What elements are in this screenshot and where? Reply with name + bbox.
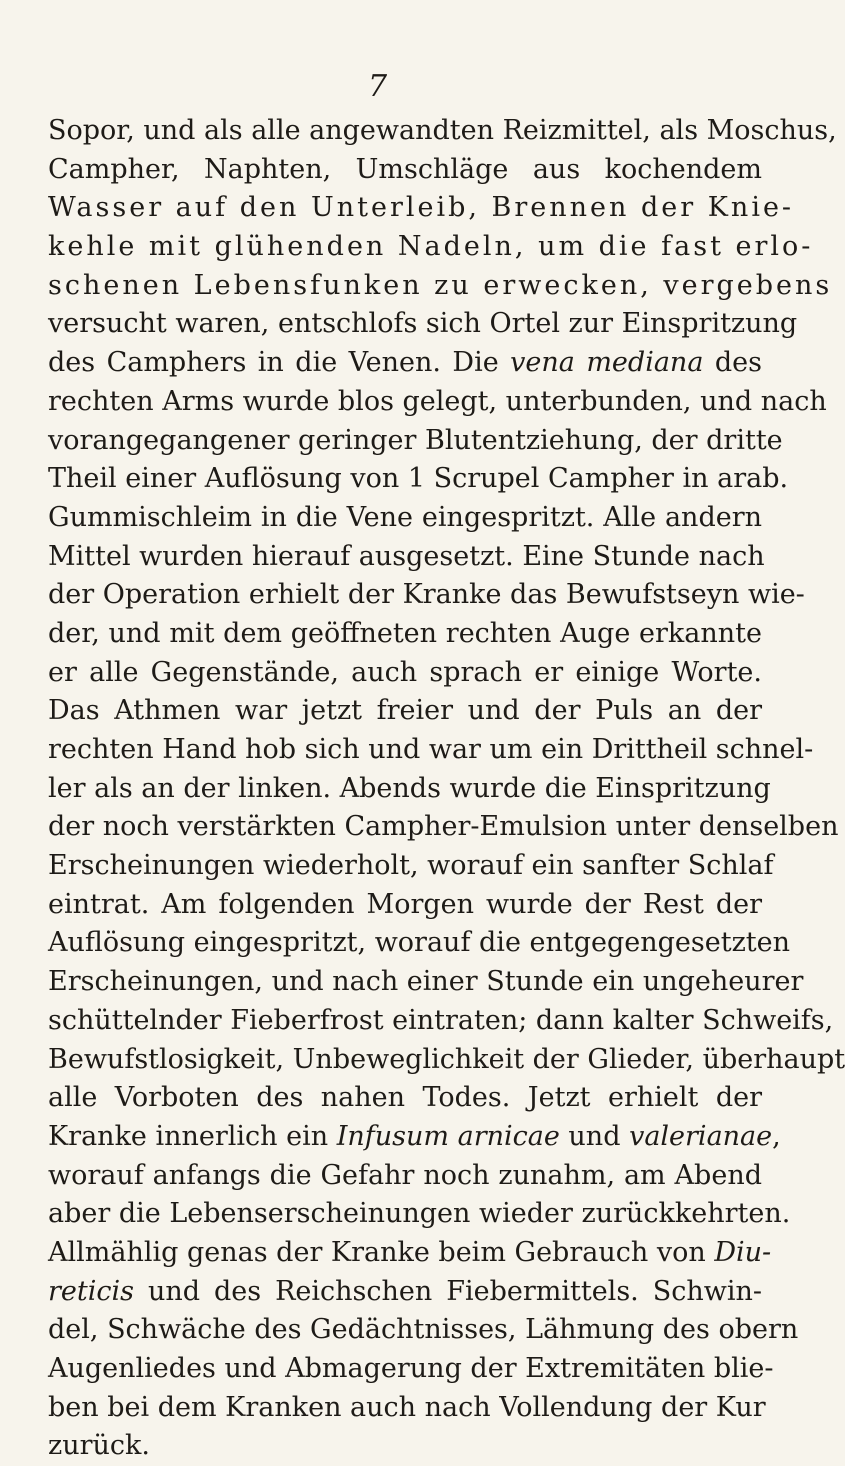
- text-line: schenen Lebensfunken zu erwecken, vergebens: [48, 269, 833, 301]
- text-line: der Operation erhielt der Kranke das Bewufstseyn wie-: [48, 579, 805, 611]
- text-line: Augenliedes und Abmagerung der Extremitäten blie-: [48, 1353, 774, 1384]
- italic-phrase: Diu-: [714, 1236, 772, 1268]
- text-line: schüttelnder Fieberfrost eintraten; dann kalter Schweifs,: [48, 1004, 834, 1036]
- text-line: eintrat. Am folgenden Morgen wurde der Rest der: [48, 888, 762, 920]
- text-line: Kranke innerlich ein Infusum arnicae und valerianae,: [48, 1120, 781, 1152]
- text-line: ben bei dem Kranken auch nach Vollendung der Kur: [48, 1391, 766, 1423]
- italic-phrase: reticis: [48, 1275, 134, 1307]
- text-line: Theil einer Auflösung von 1 Scrupel Campher in arab.: [48, 463, 789, 495]
- text-line: der noch verstärkten Campher-Emulsion unter denselben: [48, 811, 839, 843]
- text-line: versucht waren, entschlofs sich Ortel zur Einspritzung: [48, 308, 798, 340]
- italic-phrase: vena mediana: [510, 347, 704, 379]
- page-number: 7: [368, 69, 388, 104]
- italic-phrase: Infusum arnicae: [336, 1120, 560, 1152]
- text-line: Erscheinungen wiederholt, worauf ein sanfter Schlaf: [48, 850, 774, 882]
- text-line: ler als an der linken. Abends wurde die Einspritzung: [48, 772, 771, 804]
- text-line: Bewufstlosigkeit, Unbeweglichkeit der Glieder, überhaupt: [48, 1043, 845, 1075]
- text-line: worauf anfangs die Gefahr noch zunahm, am Abend: [48, 1159, 762, 1191]
- text-line: er alle Gegenstände, auch sprach er einige Worte.: [48, 656, 762, 688]
- text-line: del, Schwäche des Gedächtnisses, Lähmung des obern: [48, 1314, 799, 1346]
- text-line: vorangegangener geringer Blutentziehung, der dritte: [48, 424, 783, 456]
- text-line: Mittel wurden hierauf ausgesetzt. Eine Stunde nach: [48, 540, 765, 572]
- text-line: Das Athmen war jetzt freier und der Puls an der: [48, 695, 762, 727]
- text-line: Allmählig genas der Kranke beim Gebrauch von Diu-: [48, 1236, 772, 1268]
- text-line: kehle mit glühenden Nadeln, um die fast erlo-: [48, 231, 814, 263]
- text-line: Sopor, und als alle angewandten Reizmittel, als Moschus,: [48, 115, 837, 146]
- text-line: Auflösung eingespritzt, worauf die entgegengesetzten: [48, 927, 791, 959]
- text-line: zurück.: [48, 1430, 150, 1462]
- text-line: Gummischleim in die Vene eingespritzt. Alle andern: [48, 501, 762, 533]
- text-line: des Camphers in die Venen. Die vena mediana des: [48, 347, 762, 379]
- text-line: reticis und des Reichschen Fiebermittels. Schwin-: [48, 1275, 762, 1307]
- text-line: Erscheinungen, und nach einer Stunde ein ungeheurer: [48, 966, 804, 998]
- text-line: Wasser auf den Unterleib, Brennen der Knie-: [48, 192, 795, 224]
- body-text: [48, 112, 845, 1466]
- text-line: alle Vorboten des nahen Todes. Jetzt erhielt der: [48, 1082, 762, 1114]
- text-line: der, und mit dem geöffneten rechten Auge erkannte: [48, 617, 762, 649]
- text-line: aber die Lebenserscheinungen wieder zurückkehrten.: [48, 1198, 791, 1230]
- text-line: rechten Arms wurde blos gelegt, unterbunden, und nach: [48, 385, 827, 417]
- italic-phrase: valerianae: [629, 1120, 773, 1152]
- text-line: Campher, Naphten, Umschläge aus kochendem: [48, 153, 762, 185]
- text-line: rechten Hand hob sich und war um ein Drittheil schnel-: [48, 734, 814, 765]
